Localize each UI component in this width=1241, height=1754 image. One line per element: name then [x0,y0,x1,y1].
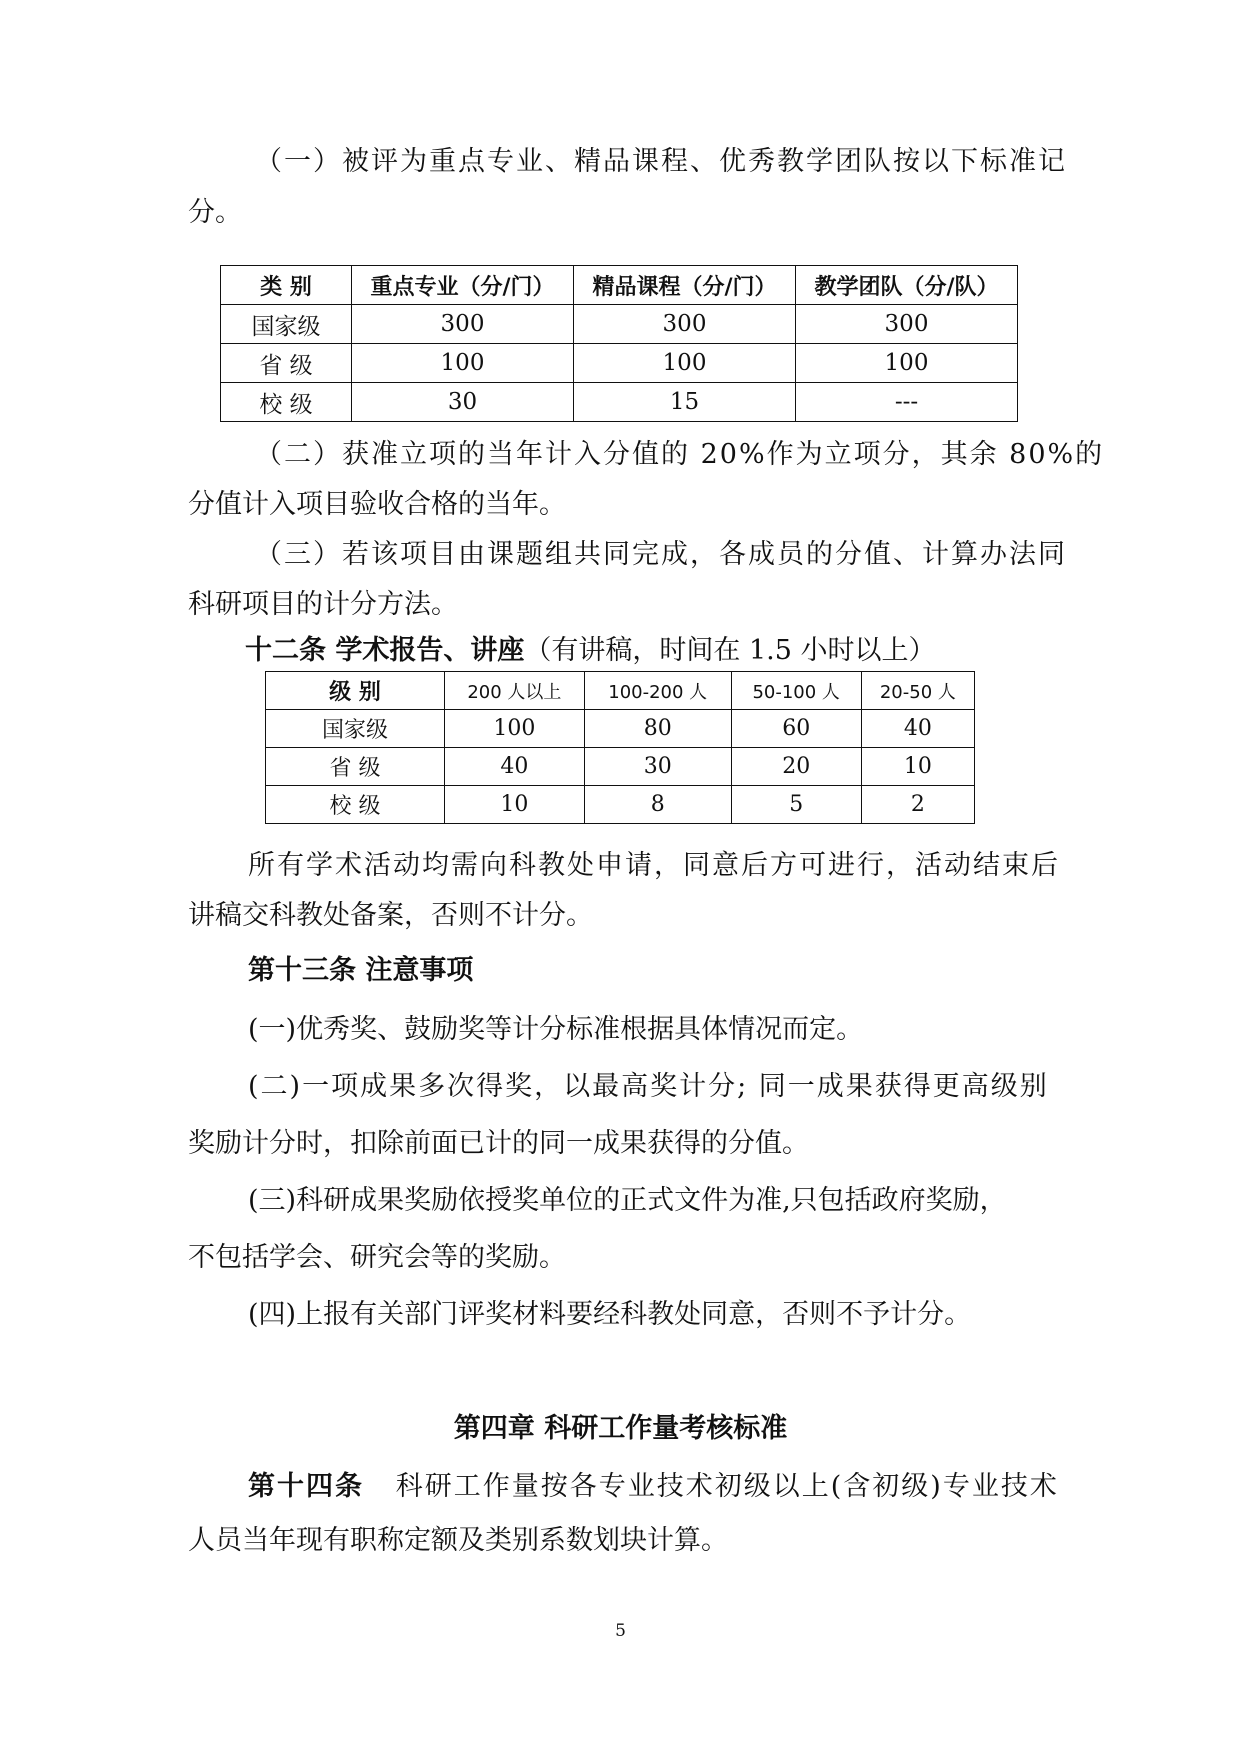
article-12-title: 十二条 学术报告、讲座 [245,635,525,666]
table-cell: 8 [584,786,731,824]
honor-score-table [220,265,1018,422]
table-header-row [221,266,1018,305]
table-header-cell: 100-200 人 [584,672,731,710]
article-14-line-1 [248,1470,1059,1504]
table-cell: 10 [861,748,974,786]
para-1-line-1: （一）被评为重点专业、精品课程、优秀教学团队按以下标准记 [255,146,1067,177]
table-cell: 300 [796,305,1018,344]
article-13-item-2-line-2: 奖励计分时，扣除前面已计的同一成果获得的分值。 [188,1128,809,1159]
table-cell: --- [796,383,1018,422]
table-cell: 15 [574,383,796,422]
table-cell: 100 [574,344,796,383]
table-row [221,305,1018,344]
table-row [221,344,1018,383]
table-cell: 国家级 [221,305,352,344]
table-cell: 国家级 [266,710,445,748]
table-cell: 100 [796,344,1018,383]
table-cell: 20 [731,748,861,786]
table-cell: 60 [731,710,861,748]
table-header-cell: 教学团队（分/队） [796,266,1018,305]
table-header-cell: 类 别 [221,266,352,305]
table-header-row [266,672,975,710]
table-row [266,748,975,786]
article-13-item-3-line-1: (三)科研成果奖励依授奖单位的正式文件为准,只包括政府奖励， [248,1185,1007,1216]
table-cell: 省 级 [266,748,445,786]
article-12-para-line-2: 讲稿交科教处备案，否则不计分。 [188,900,593,931]
table-cell: 30 [584,748,731,786]
table-cell: 300 [352,305,574,344]
para-2-line-2: 分值计入项目验收合格的当年。 [188,489,566,520]
table-cell: 省 级 [221,344,352,383]
table-cell: 校 级 [266,786,445,824]
article-12-para-line-1: 所有学术活动均需向科教处申请，同意后方可进行，活动结束后 [248,850,1060,881]
para-3-line-1: （三）若该项目由课题组共同完成，各成员的分值、计算办法同 [255,539,1067,570]
table-cell: 校 级 [221,383,352,422]
para-1-line-2: 分。 [188,197,242,228]
table-header-cell: 级 别 [266,672,445,710]
lecture-score-table [265,671,975,824]
table-row [266,710,975,748]
article-14-text: 科研工作量按各专业技术初级以上(含初级)专业技术 [395,1471,1059,1502]
table-cell: 30 [352,383,574,422]
table-cell: 100 [352,344,574,383]
table-cell: 100 [445,710,585,748]
table-header-cell: 20-50 人 [861,672,974,710]
table-header-cell: 精品课程（分/门） [574,266,796,305]
table-cell: 300 [574,305,796,344]
table-cell: 10 [445,786,585,824]
article-13-item-3-line-2: 不包括学会、研究会等的奖励。 [188,1242,566,1273]
table-row [266,786,975,824]
article-14-line-2: 人员当年现有职称定额及类别系数划块计算。 [188,1525,728,1556]
table-cell: 40 [445,748,585,786]
article-12-heading [245,634,936,668]
article-13-item-1: (一)优秀奖、鼓励奖等计分标准根据具体情况而定。 [248,1014,864,1045]
table-header-cell: 重点专业（分/门） [352,266,574,305]
table-header-cell: 50-100 人 [731,672,861,710]
table-cell: 2 [861,786,974,824]
table-header-cell: 200 人以上 [445,672,585,710]
article-13-item-2-line-1: (二)一项成果多次得奖，以最高奖计分; 同一成果获得更高级别 [248,1071,1049,1102]
table-cell: 5 [731,786,861,824]
article-13-title: 第十三条 注意事项 [248,955,474,986]
para-2-line-1: （二）获准立项的当年计入分值的 20%作为立项分，其余 80%的 [255,439,1105,470]
table-row [221,383,1018,422]
para-3-line-2: 科研项目的计分方法。 [188,589,458,620]
chapter-4-title: 第四章 科研工作量考核标准 [453,1413,788,1444]
article-14-label: 第十四条 [248,1471,364,1502]
article-13-item-4: (四)上报有关部门评奖材料要经科教处同意，否则不予计分。 [248,1299,972,1330]
table-cell: 80 [584,710,731,748]
table-cell: 40 [861,710,974,748]
page-number: 5 [615,1621,626,1641]
article-12-note: （有讲稿，时间在 1.5 小时以上） [524,635,936,666]
